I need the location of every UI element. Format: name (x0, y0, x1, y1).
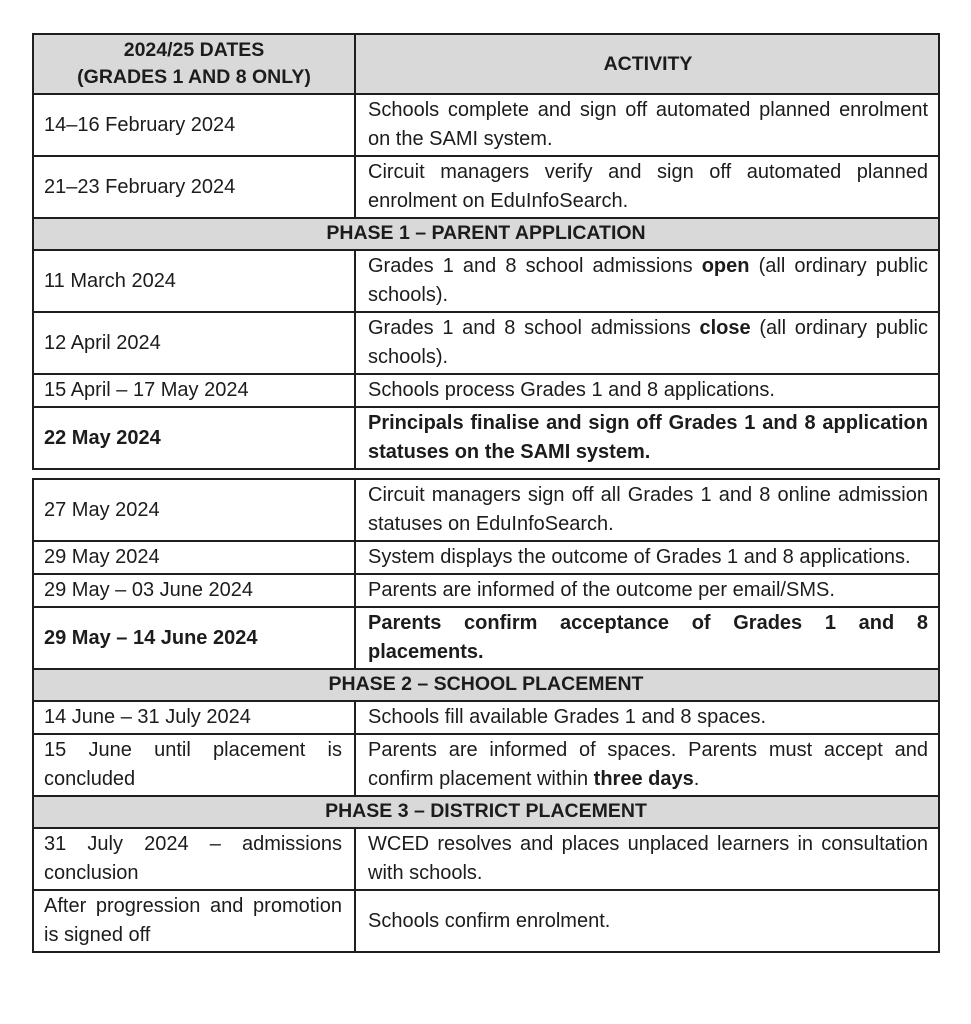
table-block-b (32, 478, 940, 953)
activity-text: Parents confirm acceptance of Grades 1 and 8 placements. (368, 612, 928, 663)
table-row (34, 733, 938, 795)
date-cell (34, 157, 356, 217)
activity-cell (356, 95, 938, 155)
date-text: 21–23 February 2024 (44, 175, 236, 198)
activity-cell (356, 157, 938, 217)
table-row (34, 406, 938, 468)
date-cell (34, 608, 356, 668)
activity-text: System displays the outcome of Grades 1 and 8 applications. (368, 546, 911, 568)
date-text: 27 May 2024 (44, 498, 160, 521)
date-text: 29 May – 03 June 2024 (44, 579, 254, 601)
activity-text: Schools fill available Grades 1 and 8 spaces. (368, 706, 767, 728)
phase-header-row (34, 217, 938, 249)
activity-cell (356, 891, 938, 951)
dates-header-cell (34, 35, 356, 93)
table-block-a (32, 33, 940, 470)
activity-cell (356, 702, 938, 733)
date-cell (34, 542, 356, 573)
activity-text: Grades 1 and 8 school admissions open (all ordinary public schools). (368, 255, 928, 306)
date-text: 15 June until placement is concluded (44, 739, 342, 790)
date-cell (34, 829, 356, 889)
date-text: 22 May 2024 (44, 426, 161, 449)
activity-cell (356, 313, 938, 373)
date-cell (34, 702, 356, 733)
table-row (34, 700, 938, 733)
phase-header-row (34, 668, 938, 700)
activity-cell (356, 408, 938, 468)
date-cell (34, 480, 356, 540)
activity-cell (356, 480, 938, 540)
activity-cell (356, 542, 938, 573)
date-cell (34, 95, 356, 155)
table-gap (32, 470, 940, 478)
activity-cell (356, 735, 938, 795)
date-text: After progression and promotion is signed off (44, 895, 342, 946)
table-row (34, 606, 938, 668)
table-row (34, 573, 938, 606)
date-cell (34, 891, 356, 951)
date-cell (34, 251, 356, 311)
table-row (34, 540, 938, 573)
table-row (34, 155, 938, 217)
phase-label: PHASE 3 – DISTRICT PLACEMENT (325, 800, 647, 822)
date-text: 11 March 2024 (44, 269, 176, 292)
date-text: 15 April – 17 May 2024 (44, 379, 249, 401)
activity-cell (356, 608, 938, 668)
table-row (34, 249, 938, 311)
dates-header-line2: (GRADES 1 AND 8 ONLY) (77, 66, 311, 88)
activity-text: Parents are informed of spaces. Parents must accept and confirm placement within three days. (368, 739, 928, 790)
activity-text: Parents are informed of the outcome per email/SMS. (368, 579, 835, 601)
activity-header-cell (356, 35, 938, 93)
dates-header-line1: 2024/25 DATES (123, 39, 265, 61)
activity-text: Circuit managers verify and sign off automated planned enrolment on EduInfoSearch. (368, 161, 928, 212)
table-row (34, 373, 938, 406)
activity-cell (356, 575, 938, 606)
date-text: 29 May 2024 (44, 546, 160, 568)
date-text: 12 April 2024 (44, 331, 161, 354)
table-row (34, 480, 938, 540)
date-cell (34, 313, 356, 373)
header-row (34, 35, 938, 93)
phase-label: PHASE 1 – PARENT APPLICATION (326, 222, 646, 244)
table-row (34, 93, 938, 155)
activity-text: WCED resolves and places unplaced learners in consultation with schools. (368, 833, 928, 884)
activity-text: Schools confirm enrolment. (368, 909, 611, 932)
phase-label: PHASE 2 – SCHOOL PLACEMENT (328, 673, 644, 695)
date-text: 31 July 2024 – admissions conclusion (44, 833, 342, 884)
activity-cell (356, 251, 938, 311)
activity-text: Circuit managers sign off all Grades 1 and 8 online admission statuses on EduInfoSearch. (368, 484, 928, 535)
activity-text: Grades 1 and 8 school admissions close (all ordinary public schools). (368, 317, 928, 368)
date-text: 29 May – 14 June 2024 (44, 626, 258, 649)
date-cell (34, 375, 356, 406)
phase-header-row (34, 795, 938, 827)
activity-text: Principals finalise and sign off Grades 1 and 8 application statuses on the SAMI system. (368, 412, 928, 463)
table-row (34, 827, 938, 889)
activity-text: Schools complete and sign off automated planned enrolment on the SAMI system. (368, 99, 928, 150)
date-cell (34, 575, 356, 606)
date-text: 14–16 February 2024 (44, 113, 236, 136)
activity-text: Schools process Grades 1 and 8 applications. (368, 379, 775, 401)
date-cell (34, 408, 356, 468)
activity-cell (356, 375, 938, 406)
table-row (34, 311, 938, 373)
date-text: 14 June – 31 July 2024 (44, 706, 251, 728)
activity-cell (356, 829, 938, 889)
date-cell (34, 735, 356, 795)
table-row (34, 889, 938, 951)
activity-header-label: ACTIVITY (603, 52, 693, 75)
